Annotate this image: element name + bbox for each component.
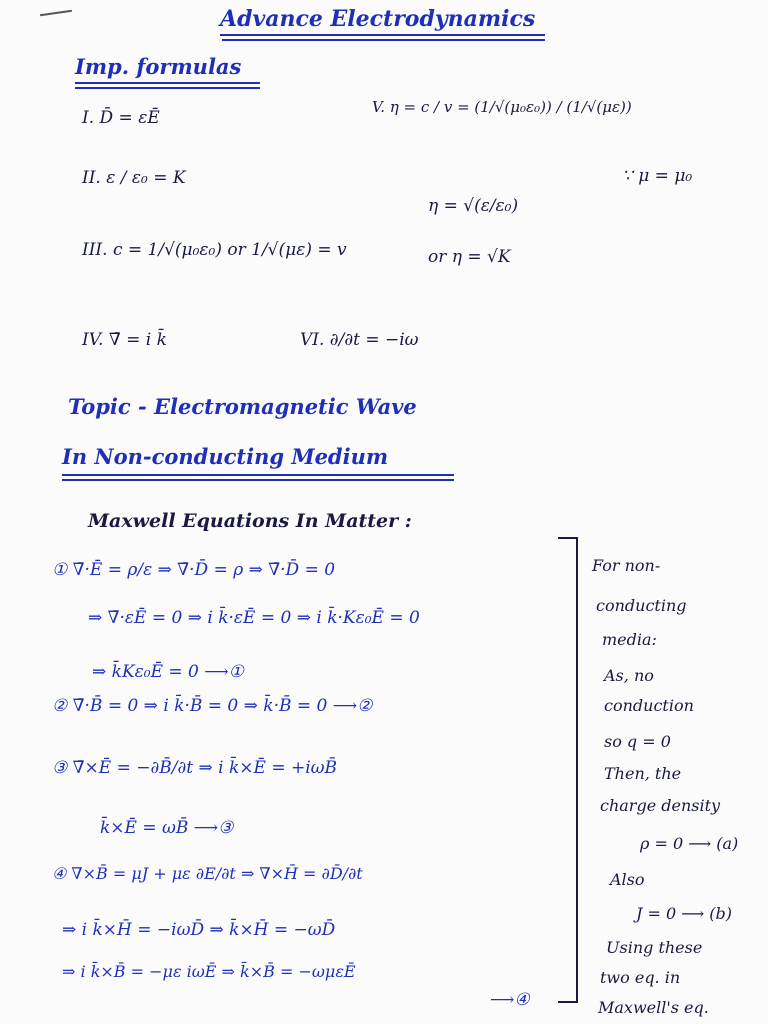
imp-underline [75, 82, 260, 84]
formula-1: I. D̄ = εĒ [82, 108, 160, 128]
title-underline-2 [222, 39, 545, 41]
side-note: Also [610, 870, 645, 889]
side-note: Maxwell's eq. [598, 998, 709, 1017]
equation-4d: ⟶④ [490, 990, 530, 1010]
equation-2: ② ∇̄·B̄ = 0 ⇒ i k̄·B̄ = 0 ⇒ k̄·B̄ = 0 ⟶② [52, 696, 373, 716]
medium-underline [62, 474, 454, 476]
title-underline [220, 34, 545, 36]
side-note: Then, the [604, 764, 682, 783]
medium-underline-2 [62, 479, 454, 481]
side-note: so q = 0 [604, 732, 671, 751]
medium-heading: In Non-conducting Medium [62, 444, 389, 469]
equation-4c: ⇒ i k̄×B̄ = −με iωĒ ⇒ k̄×B̄ = −ωμεĒ [62, 962, 356, 981]
formula-5a: V. η = c / v = (1/√(μ₀ε₀)) / (1/√(με)) [372, 98, 632, 116]
equation-1b: ⇒ ∇̄·εĒ = 0 ⇒ i k̄·εĒ = 0 ⇒ i k̄·Kε₀Ē = 0 [88, 608, 420, 628]
imp-underline-2 [75, 87, 260, 89]
imp-formulas-heading: Imp. formulas [75, 54, 242, 79]
side-note: charge density [600, 796, 721, 815]
side-note: J = 0 ⟶ (b) [636, 904, 733, 923]
side-note: two eq. in [600, 968, 681, 987]
maxwell-heading: Maxwell Equations In Matter : [88, 510, 412, 532]
side-note: For non- [592, 556, 661, 575]
formula-6: VI. ∂/∂t = −iω [300, 330, 419, 350]
side-note: media: [602, 630, 657, 649]
side-note: conduction [604, 696, 694, 715]
page-title: Advance Electrodynamics [220, 6, 536, 32]
equation-4b: ⇒ i k̄×H̄ = −iωD̄ ⇒ k̄×H̄ = −ωD̄ [62, 920, 336, 940]
equation-1c: ⇒ k̄Kε₀Ē = 0 ⟶① [92, 662, 244, 682]
formula-5b: ∵ μ = μ₀ [622, 166, 693, 186]
topic-heading: Topic - Electromagnetic Wave [68, 394, 417, 419]
formula-5c: η = √(ε/ε₀) [428, 196, 519, 216]
side-note: Using these [606, 938, 703, 957]
equation-1: ① ∇̄·Ē = ρ/ε ⇒ ∇̄·D̄ = ρ ⇒ ∇̄·D̄ = 0 [52, 560, 336, 580]
side-bracket [558, 537, 578, 1003]
formula-4: IV. ∇̄ = i k̄ [82, 330, 167, 350]
equation-4: ④ ∇̄×B̄ = μJ + με ∂E/∂t ⇒ ∇̄×H̄ = ∂D̄/∂t [52, 864, 363, 883]
pen-stroke-mark [40, 10, 72, 16]
equation-3b: k̄×Ē = ωB̄ ⟶③ [100, 818, 234, 838]
side-note: As, no [604, 666, 654, 685]
formula-3: III. c = 1/√(μ₀ε₀) or 1/√(με) = v [82, 240, 347, 260]
side-note: ρ = 0 ⟶ (a) [640, 834, 739, 853]
formula-5d: or η = √K [428, 247, 511, 267]
equation-3: ③ ∇̄×Ē = −∂B̄/∂t ⇒ i k̄×Ē = +iωB̄ [52, 758, 338, 778]
formula-2: II. ε / ε₀ = K [82, 168, 186, 188]
side-note: conducting [596, 596, 687, 615]
